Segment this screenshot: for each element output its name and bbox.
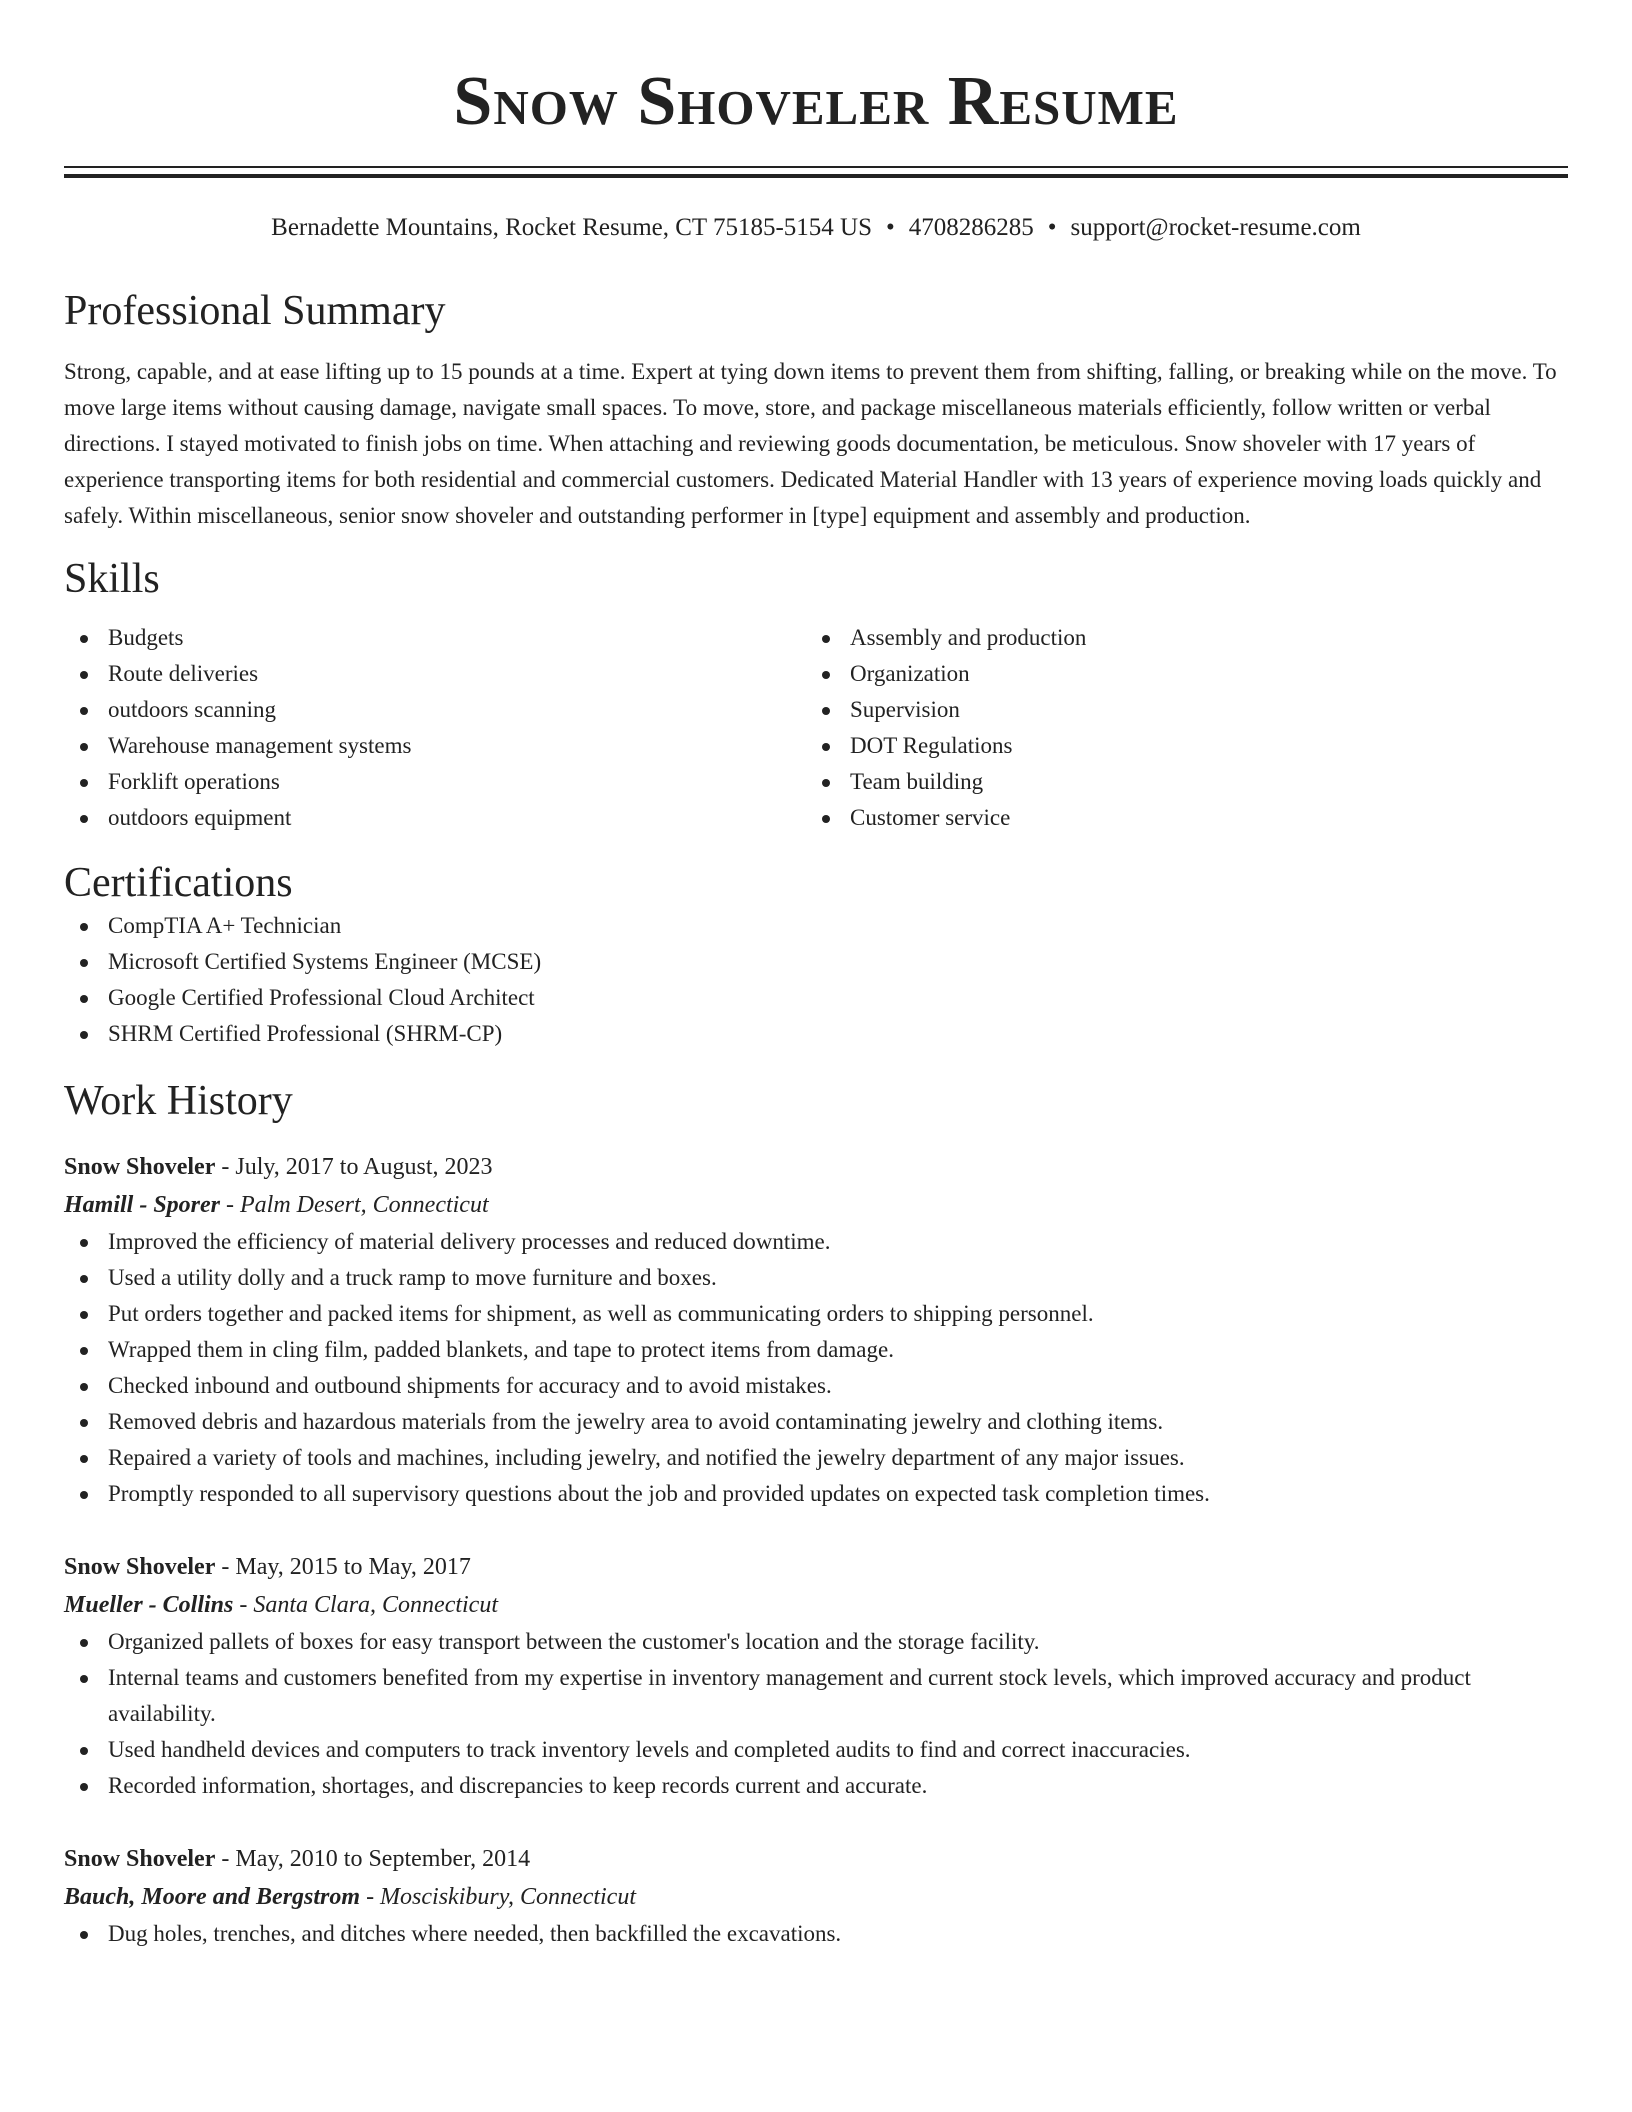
skills-column-right (806, 620, 1548, 836)
contact-separator: • (1047, 214, 1057, 241)
job-header (64, 1840, 1568, 1878)
section-heading-work-history: Work History (64, 1078, 293, 1124)
skill-item: Forklift operations (64, 764, 806, 800)
skills-grid (64, 620, 1568, 836)
certification-item: Microsoft Certified Systems Engineer (MCSE) (64, 944, 1568, 980)
job-location: - Palm Desert, Connecticut (220, 1192, 489, 1218)
job-entry (64, 1840, 1568, 1952)
job-bullet: Dug holes, trenches, and ditches where needed, then backfilled the excavations. (64, 1916, 1568, 1952)
contact-phone: 4708286285 (908, 214, 1034, 241)
job-location: - Santa Clara, Connecticut (233, 1592, 499, 1618)
job-bullet: Repaired a variety of tools and machines, including jewelry, and notified the jewelry department of any major issues. (64, 1440, 1568, 1476)
skill-item: outdoors scanning (64, 692, 806, 728)
title-divider-bottom (64, 174, 1568, 178)
skill-item: Warehouse management systems (64, 728, 806, 764)
resume-page (64, 0, 1568, 1952)
job-bullet: Used handheld devices and computers to track inventory levels and completed audits to find and correct inaccuracies. (64, 1732, 1568, 1768)
job-employer (64, 1186, 1568, 1224)
job-entry (64, 1548, 1568, 1804)
job-employer (64, 1586, 1568, 1624)
job-bullet: Recorded information, shortages, and discrepancies to keep records current and accurate. (64, 1768, 1568, 1804)
job-dates: - July, 2017 to August, 2023 (215, 1154, 493, 1180)
contact-email: support@rocket-resume.com (1070, 214, 1361, 241)
skill-item: Budgets (64, 620, 806, 656)
job-title: Snow Shoveler (64, 1154, 216, 1180)
job-company: Mueller - Collins (64, 1592, 234, 1618)
job-company: Hamill - Sporer (64, 1192, 221, 1218)
job-employer (64, 1878, 1568, 1916)
job-bullets (64, 1624, 1568, 1804)
certification-item: Google Certified Professional Cloud Architect (64, 980, 1568, 1016)
job-dates: - May, 2015 to May, 2017 (215, 1554, 471, 1580)
skill-item: Assembly and production (806, 620, 1548, 656)
contact-address: Bernadette Mountains, Rocket Resume, CT 75185-5154 US (271, 214, 873, 241)
job-bullet: Internal teams and customers benefited from my expertise in inventory management and current stock levels, which improved accuracy and product availability. (64, 1660, 1568, 1732)
section-heading-certifications: Certifications (64, 860, 293, 906)
certification-item: CompTIA A+ Technician (64, 908, 1568, 944)
skill-item: outdoors equipment (64, 800, 806, 836)
job-bullet: Organized pallets of boxes for easy transport between the customer's location and the storage facility. (64, 1624, 1568, 1660)
title-divider-top (64, 166, 1568, 168)
certifications-list (64, 908, 1568, 1052)
job-header (64, 1548, 1568, 1586)
skill-item: Team building (806, 764, 1548, 800)
job-bullet: Removed debris and hazardous materials from the jewelry area to avoid contaminating jewelry and clothing items. (64, 1404, 1568, 1440)
job-header (64, 1148, 1568, 1186)
section-heading-summary: Professional Summary (64, 288, 446, 334)
contact-separator: • (886, 214, 895, 241)
job-bullet: Used a utility dolly and a truck ramp to move furniture and boxes. (64, 1260, 1568, 1296)
skills-column-left (64, 620, 806, 836)
skill-item: Customer service (806, 800, 1548, 836)
summary-text: Strong, capable, and at ease lifting up to 15 pounds at a time. Expert at tying down items to prevent them from shifting, falling, or breaking while on the move. To move large items without causing damage, navigate small spaces. To move, store, and package miscellaneous materials efficiently, follow written or verbal directions. I stayed motivated to finish jobs on time. When attaching and reviewing goods documentation, be meticulous. Snow shoveler with 17 years of experience transporting items for both residential and commercial customers. Dedicated Material Handler with 13 years of experience moving loads quickly and safely. Within miscellaneous, senior snow shoveler and outstanding performer in [type] equipment and assembly and production. (64, 359, 1557, 528)
job-bullets (64, 1916, 1568, 1952)
job-entry (64, 1148, 1568, 1512)
job-bullet: Checked inbound and outbound shipments for accuracy and to avoid mistakes. (64, 1368, 1568, 1404)
job-title: Snow Shoveler (64, 1554, 216, 1580)
skill-item: Supervision (806, 692, 1548, 728)
job-location: - Mosciskibury, Connecticut (360, 1884, 637, 1910)
job-bullet: Wrapped them in cling film, padded blankets, and tape to protect items from damage. (64, 1332, 1568, 1368)
job-dates: - May, 2010 to September, 2014 (215, 1846, 531, 1872)
job-bullets (64, 1224, 1568, 1512)
skill-item: Route deliveries (64, 656, 806, 692)
job-bullet: Put orders together and packed items for shipment, as well as communicating orders to shipping personnel. (64, 1296, 1568, 1332)
resume-title: Snow Shoveler Resume (453, 63, 1179, 140)
contact-line (64, 212, 1568, 244)
job-company: Bauch, Moore and Bergstrom (64, 1884, 361, 1910)
skill-item: DOT Regulations (806, 728, 1548, 764)
job-bullet: Improved the efficiency of material delivery processes and reduced downtime. (64, 1224, 1568, 1260)
job-bullet: Promptly responded to all supervisory questions about the job and provided updates on expected task completion times. (64, 1476, 1568, 1512)
section-heading-skills: Skills (64, 556, 160, 602)
skill-item: Organization (806, 656, 1548, 692)
certification-item: SHRM Certified Professional (SHRM-CP) (64, 1016, 1568, 1052)
job-title: Snow Shoveler (64, 1846, 216, 1872)
